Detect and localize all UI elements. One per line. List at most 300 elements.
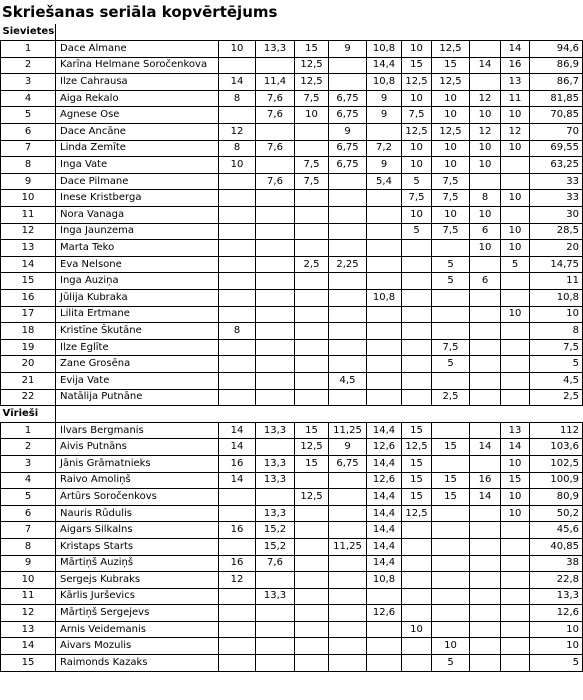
table-row xyxy=(1,207,583,224)
score-cell: 10 xyxy=(295,107,329,124)
score-cell: 12,6 xyxy=(367,439,402,456)
total-cell: 5 xyxy=(530,356,583,373)
score-cell xyxy=(256,207,295,224)
score-cell xyxy=(295,190,329,207)
table-row xyxy=(1,572,583,589)
score-cell xyxy=(470,389,501,406)
score-cell xyxy=(219,538,256,555)
score-cell xyxy=(219,173,256,190)
total-cell: 10 xyxy=(530,306,583,323)
score-cell xyxy=(219,588,256,605)
section-filler xyxy=(56,406,583,423)
score-cell xyxy=(256,638,295,655)
score-cell: 12 xyxy=(219,572,256,589)
score-cell xyxy=(402,290,432,307)
score-cell xyxy=(295,306,329,323)
score-cell: 10 xyxy=(402,41,432,58)
total-cell: 28,5 xyxy=(530,223,583,240)
score-cell: 15 xyxy=(295,422,329,439)
rank-cell: 9 xyxy=(1,555,56,572)
score-cell xyxy=(295,555,329,572)
rank-cell: 20 xyxy=(1,356,56,373)
score-cell xyxy=(295,655,329,672)
rank-cell: 11 xyxy=(1,588,56,605)
score-cell: 5 xyxy=(402,173,432,190)
total-cell: 10 xyxy=(530,638,583,655)
score-cell xyxy=(219,638,256,655)
score-cell xyxy=(256,439,295,456)
total-cell: 80,9 xyxy=(530,489,583,506)
score-cell xyxy=(219,505,256,522)
score-cell: 12,6 xyxy=(367,472,402,489)
score-cell: 10,8 xyxy=(367,290,402,307)
score-cell xyxy=(470,372,501,389)
score-cell xyxy=(501,157,530,174)
score-cell: 10 xyxy=(402,140,432,157)
name-cell: Kristīne Škutāne xyxy=(56,323,219,340)
rank-cell: 2 xyxy=(1,57,56,74)
score-cell xyxy=(470,306,501,323)
score-cell: 11,25 xyxy=(329,422,367,439)
score-cell: 12,5 xyxy=(402,439,432,456)
name-cell: Marta Teko xyxy=(56,240,219,257)
score-cell xyxy=(219,306,256,323)
score-cell: 15 xyxy=(432,489,470,506)
score-cell xyxy=(501,290,530,307)
score-cell xyxy=(329,572,367,589)
score-cell xyxy=(219,190,256,207)
score-cell: 13,3 xyxy=(256,505,295,522)
score-cell xyxy=(219,207,256,224)
score-cell: 6,75 xyxy=(329,90,367,107)
score-cell xyxy=(219,57,256,74)
score-cell: 14,4 xyxy=(367,522,402,539)
score-cell xyxy=(501,356,530,373)
score-cell xyxy=(402,306,432,323)
score-cell xyxy=(219,240,256,257)
table-row xyxy=(1,74,583,91)
score-cell: 14 xyxy=(219,74,256,91)
score-cell xyxy=(256,223,295,240)
score-cell: 15 xyxy=(402,422,432,439)
score-cell xyxy=(295,240,329,257)
total-cell: 45,6 xyxy=(530,522,583,539)
score-cell xyxy=(470,74,501,91)
score-cell xyxy=(501,207,530,224)
score-cell: 10 xyxy=(501,306,530,323)
score-cell: 7,5 xyxy=(295,157,329,174)
score-cell: 12 xyxy=(219,124,256,141)
rank-cell: 18 xyxy=(1,323,56,340)
score-cell xyxy=(470,356,501,373)
score-cell xyxy=(470,455,501,472)
total-cell: 103,6 xyxy=(530,439,583,456)
score-cell: 11,25 xyxy=(329,538,367,555)
score-cell xyxy=(329,207,367,224)
rank-cell: 22 xyxy=(1,389,56,406)
score-cell xyxy=(432,538,470,555)
total-cell: 69,55 xyxy=(530,140,583,157)
score-cell: 7,6 xyxy=(256,107,295,124)
score-cell: 12,5 xyxy=(432,74,470,91)
score-cell: 14,4 xyxy=(367,505,402,522)
score-cell xyxy=(470,572,501,589)
score-cell xyxy=(329,74,367,91)
table-row xyxy=(1,439,583,456)
score-cell xyxy=(432,605,470,622)
table-row xyxy=(1,489,583,506)
score-cell xyxy=(295,505,329,522)
table-row xyxy=(1,588,583,605)
total-cell: 13,3 xyxy=(530,588,583,605)
score-cell: 12,5 xyxy=(432,124,470,141)
table-row xyxy=(1,389,583,406)
score-cell: 15 xyxy=(501,472,530,489)
rank-cell: 16 xyxy=(1,290,56,307)
score-cell xyxy=(402,273,432,290)
name-cell: Aivars Mozulis xyxy=(56,638,219,655)
table-row xyxy=(1,140,583,157)
score-cell: 7,5 xyxy=(432,173,470,190)
score-cell: 10 xyxy=(402,157,432,174)
score-cell xyxy=(501,638,530,655)
score-cell xyxy=(219,621,256,638)
score-cell xyxy=(256,572,295,589)
name-cell: Inga Jaunzema xyxy=(56,223,219,240)
score-cell xyxy=(219,372,256,389)
score-cell xyxy=(329,356,367,373)
score-cell xyxy=(432,323,470,340)
score-cell xyxy=(256,356,295,373)
rank-cell: 19 xyxy=(1,339,56,356)
score-cell xyxy=(501,655,530,672)
score-cell: 12 xyxy=(501,124,530,141)
rank-cell: 9 xyxy=(1,173,56,190)
name-cell: Arnis Veidemanis xyxy=(56,621,219,638)
score-cell xyxy=(402,655,432,672)
score-cell xyxy=(367,356,402,373)
score-cell: 5 xyxy=(432,356,470,373)
score-cell xyxy=(367,588,402,605)
total-cell: 102,5 xyxy=(530,455,583,472)
rank-cell: 14 xyxy=(1,256,56,273)
score-cell xyxy=(432,572,470,589)
score-cell: 16 xyxy=(219,455,256,472)
score-cell xyxy=(295,472,329,489)
score-cell: 7,5 xyxy=(402,190,432,207)
name-cell: Inga Auziņa xyxy=(56,273,219,290)
score-cell xyxy=(295,572,329,589)
name-cell: Mārtiņš Sergejevs xyxy=(56,605,219,622)
table-row xyxy=(1,41,583,58)
score-cell xyxy=(329,240,367,257)
rank-cell: 7 xyxy=(1,140,56,157)
section-label: Vīrieši xyxy=(1,406,56,423)
score-cell xyxy=(432,588,470,605)
score-cell xyxy=(432,372,470,389)
score-cell: 14 xyxy=(501,41,530,58)
score-cell xyxy=(256,256,295,273)
score-cell: 12 xyxy=(470,90,501,107)
score-cell: 6,75 xyxy=(329,455,367,472)
score-cell: 2,25 xyxy=(329,256,367,273)
score-cell xyxy=(219,389,256,406)
table-row xyxy=(1,356,583,373)
score-cell xyxy=(470,290,501,307)
score-cell xyxy=(501,173,530,190)
score-cell xyxy=(470,555,501,572)
name-cell: Ilvars Bergmanis xyxy=(56,422,219,439)
table-row xyxy=(1,621,583,638)
score-cell: 15 xyxy=(432,57,470,74)
score-cell: 13 xyxy=(501,74,530,91)
table-row xyxy=(1,455,583,472)
name-cell: Ilze Cahrausa xyxy=(56,74,219,91)
score-cell xyxy=(329,339,367,356)
score-cell: 9 xyxy=(329,124,367,141)
score-cell: 10,8 xyxy=(367,74,402,91)
score-cell: 10 xyxy=(501,223,530,240)
score-cell xyxy=(219,107,256,124)
score-cell: 10 xyxy=(501,190,530,207)
table-row xyxy=(1,273,583,290)
score-cell: 7,2 xyxy=(367,140,402,157)
section-header xyxy=(1,24,583,41)
score-cell xyxy=(295,273,329,290)
table-row xyxy=(1,339,583,356)
score-cell: 16 xyxy=(219,522,256,539)
score-cell xyxy=(256,489,295,506)
name-cell: Aivis Putnāns xyxy=(56,439,219,456)
score-cell: 15 xyxy=(402,57,432,74)
score-cell xyxy=(367,207,402,224)
total-cell: 5 xyxy=(530,655,583,672)
score-cell: 13,3 xyxy=(256,588,295,605)
score-cell xyxy=(329,505,367,522)
score-cell xyxy=(470,522,501,539)
score-cell: 7,6 xyxy=(256,173,295,190)
score-cell: 6,75 xyxy=(329,140,367,157)
score-cell xyxy=(295,621,329,638)
score-cell: 10 xyxy=(219,157,256,174)
name-cell: Aigars Silkalns xyxy=(56,522,219,539)
rank-cell: 13 xyxy=(1,621,56,638)
score-cell xyxy=(470,588,501,605)
table-row xyxy=(1,655,583,672)
score-cell: 10 xyxy=(432,207,470,224)
rank-cell: 4 xyxy=(1,90,56,107)
rank-cell: 1 xyxy=(1,41,56,58)
score-cell xyxy=(256,124,295,141)
table-row xyxy=(1,522,583,539)
score-cell xyxy=(295,605,329,622)
rank-cell: 10 xyxy=(1,572,56,589)
total-cell: 38 xyxy=(530,555,583,572)
name-cell: Kārlis Jurševics xyxy=(56,588,219,605)
total-cell: 40,85 xyxy=(530,538,583,555)
name-cell: Karīna Helmane Soročenkova xyxy=(56,57,219,74)
score-cell xyxy=(367,389,402,406)
score-cell: 2,5 xyxy=(295,256,329,273)
score-cell: 7,5 xyxy=(432,190,470,207)
score-cell xyxy=(432,555,470,572)
score-cell: 10 xyxy=(470,157,501,174)
score-cell xyxy=(501,273,530,290)
score-cell: 15 xyxy=(295,41,329,58)
score-cell: 13,3 xyxy=(256,472,295,489)
score-cell xyxy=(402,356,432,373)
score-cell: 14 xyxy=(219,422,256,439)
score-cell: 5 xyxy=(501,256,530,273)
score-cell: 7,6 xyxy=(256,140,295,157)
score-cell xyxy=(367,372,402,389)
rank-cell: 17 xyxy=(1,306,56,323)
score-cell xyxy=(470,323,501,340)
score-cell xyxy=(470,422,501,439)
score-cell: 10 xyxy=(501,107,530,124)
total-cell: 10 xyxy=(530,621,583,638)
score-cell: 13 xyxy=(501,422,530,439)
score-cell: 10 xyxy=(402,90,432,107)
score-cell xyxy=(256,389,295,406)
table-row xyxy=(1,173,583,190)
score-cell xyxy=(402,256,432,273)
score-cell: 10 xyxy=(432,140,470,157)
score-cell: 14,4 xyxy=(367,538,402,555)
score-cell: 8 xyxy=(219,323,256,340)
name-cell: Nauris Rūdulis xyxy=(56,505,219,522)
score-cell xyxy=(402,323,432,340)
total-cell: 86,7 xyxy=(530,74,583,91)
rank-cell: 15 xyxy=(1,655,56,672)
score-cell xyxy=(256,605,295,622)
score-cell xyxy=(470,173,501,190)
score-cell: 16 xyxy=(501,57,530,74)
score-cell: 6,75 xyxy=(329,107,367,124)
rank-cell: 21 xyxy=(1,372,56,389)
score-cell xyxy=(501,538,530,555)
name-cell: Evija Vate xyxy=(56,372,219,389)
table-row xyxy=(1,638,583,655)
score-cell xyxy=(295,290,329,307)
total-cell: 86,9 xyxy=(530,57,583,74)
rank-cell: 5 xyxy=(1,107,56,124)
score-cell: 16 xyxy=(470,472,501,489)
score-cell: 15 xyxy=(402,455,432,472)
name-cell: Artūrs Soročenkovs xyxy=(56,489,219,506)
standings-table xyxy=(0,24,583,672)
total-cell: 100,9 xyxy=(530,472,583,489)
page-title: Skriešanas seriāla kopvērtējums xyxy=(2,3,278,21)
score-cell: 10 xyxy=(501,240,530,257)
score-cell xyxy=(219,605,256,622)
name-cell: Inga Vate xyxy=(56,157,219,174)
score-cell xyxy=(402,372,432,389)
rank-cell: 11 xyxy=(1,207,56,224)
total-cell: 30 xyxy=(530,207,583,224)
score-cell: 14,4 xyxy=(367,555,402,572)
score-cell xyxy=(329,555,367,572)
score-cell: 5 xyxy=(432,256,470,273)
score-cell: 7,5 xyxy=(432,223,470,240)
score-cell xyxy=(295,638,329,655)
score-cell xyxy=(329,605,367,622)
rank-cell: 12 xyxy=(1,605,56,622)
score-cell xyxy=(329,588,367,605)
score-cell: 4,5 xyxy=(329,372,367,389)
score-cell: 10 xyxy=(402,207,432,224)
score-cell xyxy=(329,306,367,323)
rank-cell: 14 xyxy=(1,638,56,655)
score-cell xyxy=(219,489,256,506)
table-row xyxy=(1,323,583,340)
score-cell: 7,5 xyxy=(295,173,329,190)
score-cell xyxy=(501,372,530,389)
score-cell xyxy=(367,306,402,323)
score-cell xyxy=(256,655,295,672)
score-cell: 10 xyxy=(470,207,501,224)
score-cell xyxy=(470,256,501,273)
score-cell xyxy=(295,339,329,356)
score-cell: 12,5 xyxy=(295,439,329,456)
score-cell: 7,6 xyxy=(256,90,295,107)
section-header xyxy=(1,406,583,423)
total-cell: 10,8 xyxy=(530,290,583,307)
score-cell: 15 xyxy=(295,455,329,472)
score-cell xyxy=(329,389,367,406)
score-cell xyxy=(501,339,530,356)
score-cell: 10 xyxy=(432,107,470,124)
rank-cell: 4 xyxy=(1,472,56,489)
rank-cell: 6 xyxy=(1,505,56,522)
score-cell: 9 xyxy=(329,439,367,456)
score-cell xyxy=(256,372,295,389)
score-cell xyxy=(256,339,295,356)
score-cell xyxy=(219,256,256,273)
score-cell xyxy=(367,323,402,340)
score-cell xyxy=(470,505,501,522)
score-cell xyxy=(402,605,432,622)
rank-cell: 3 xyxy=(1,74,56,91)
score-cell xyxy=(432,505,470,522)
score-cell: 13,3 xyxy=(256,455,295,472)
score-cell: 7,5 xyxy=(432,339,470,356)
name-cell: Dace Pilmane xyxy=(56,173,219,190)
rank-cell: 2 xyxy=(1,439,56,456)
score-cell: 10 xyxy=(402,621,432,638)
total-cell: 70 xyxy=(530,124,583,141)
rank-cell: 13 xyxy=(1,240,56,257)
score-cell xyxy=(432,422,470,439)
score-cell xyxy=(367,240,402,257)
name-cell: Raivo Amoliņš xyxy=(56,472,219,489)
score-cell xyxy=(219,356,256,373)
score-cell xyxy=(501,389,530,406)
total-cell: 50,2 xyxy=(530,505,583,522)
score-cell xyxy=(256,306,295,323)
score-cell: 14,4 xyxy=(367,422,402,439)
total-cell: 33 xyxy=(530,173,583,190)
score-cell xyxy=(432,455,470,472)
score-cell: 10 xyxy=(432,90,470,107)
score-cell: 14 xyxy=(219,439,256,456)
score-cell xyxy=(367,621,402,638)
rank-cell: 12 xyxy=(1,223,56,240)
score-cell xyxy=(329,522,367,539)
name-cell: Inese Kristberga xyxy=(56,190,219,207)
rank-cell: 8 xyxy=(1,538,56,555)
rank-cell: 15 xyxy=(1,273,56,290)
